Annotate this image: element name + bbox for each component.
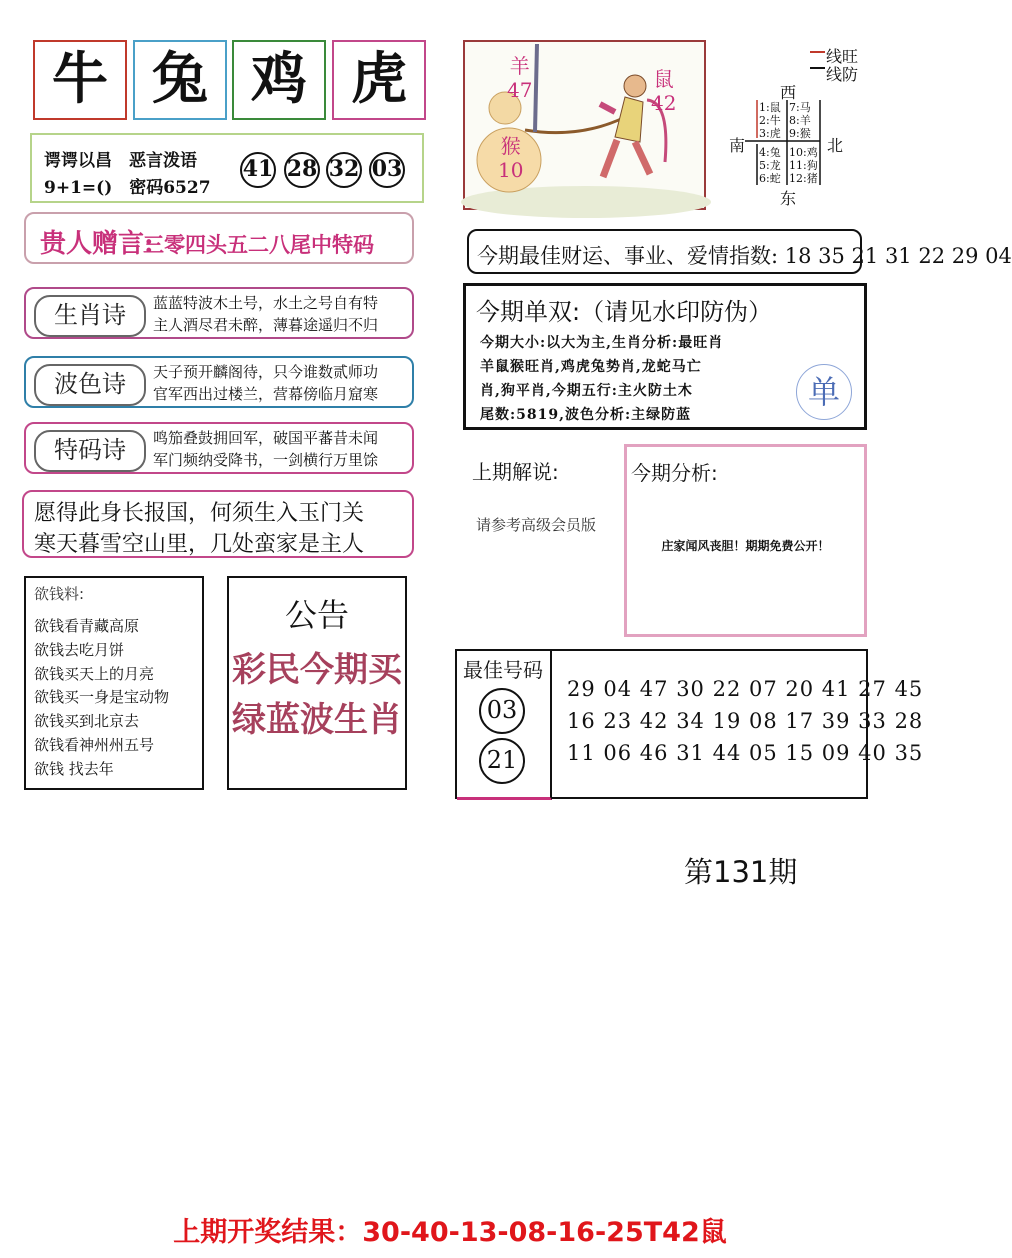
big-poem-line-2: 寒天暮雪空山里，几处蛮家是主人 <box>34 532 365 557</box>
danshuang-line-2: 羊鼠猴旺肖,鸡虎兔势肖,龙蛇马亡 <box>480 359 702 375</box>
yuqian-item: 欲钱 找去年 <box>34 760 114 778</box>
compass-cell-2 <box>789 101 811 140</box>
compass-south: 南 <box>729 136 746 155</box>
shengxiao-poem-box <box>24 287 414 339</box>
shengxiao-poem-line-2: 主人酒尽君未醉，薄暮途遥归不归 <box>153 316 379 334</box>
last-result: 上期开奖结果：30-40-13-08-16-25T42鼠 <box>173 1217 727 1248</box>
last-explain-text: 请参考高级会员版 <box>476 516 597 534</box>
compass-north: 北 <box>827 136 844 155</box>
best-number-2: 21 <box>479 738 525 784</box>
yuqian-item: 欲钱看青藏高原 <box>34 617 140 635</box>
riddle-box <box>30 133 424 203</box>
yuqian-item: 欲钱买到北京去 <box>34 712 140 730</box>
compass-cell-1 <box>759 101 781 140</box>
lucky-index-box <box>467 229 1012 274</box>
zodiac-box-2: 兔 <box>133 40 227 120</box>
label-number: 47 <box>507 78 533 102</box>
last-explain-title: 上期解说: <box>472 460 559 484</box>
compass-diagram <box>725 40 895 215</box>
zodiac-entry: 5:龙 <box>759 159 781 172</box>
shengxiao-poem-line-1: 蓝蓝特波木土号，水土之号自有特 <box>153 294 379 312</box>
best-numbers-row-1: 29 04 47 30 22 07 20 41 27 45 <box>567 677 924 701</box>
guiren-box <box>24 212 414 264</box>
zodiac-entry: 12:猪 <box>789 172 818 185</box>
analysis-box <box>624 444 867 637</box>
bose-poem-box <box>24 356 414 408</box>
best-number-1: 03 <box>479 688 525 734</box>
legend-wang: 线旺 <box>826 47 859 66</box>
riddle-line-2: 9+1=() 密码6527 <box>44 178 211 198</box>
notice-box <box>227 576 407 790</box>
danshuang-title: 今期单双:（请见水印防伪） <box>476 298 773 326</box>
label-name: 猴 <box>500 134 521 158</box>
yuqian-box <box>24 576 204 790</box>
riddle-line-1: 谔谔以昌 恶言泼语 <box>44 151 197 171</box>
danshuang-line-1: 今期大小:以大为主,生肖分析:最旺肖 <box>480 335 724 351</box>
best-numbers-title: 最佳号码 <box>463 658 543 682</box>
danshuang-line-3: 肖,狗平肖,今期五行:主火防土木 <box>480 383 693 399</box>
compass-cell-3 <box>759 146 781 185</box>
yuqian-item: 欲钱买天上的月亮 <box>34 665 155 683</box>
notice-line-2: 绿蓝波生肖 <box>232 700 402 740</box>
zodiac-entry: 9:猴 <box>789 127 811 140</box>
zodiac-entry: 3:虎 <box>759 127 781 140</box>
riddle-number-3: 32 <box>326 152 362 188</box>
analysis-text: 庄家闻风丧胆！期期免费公开！ <box>661 539 830 553</box>
best-numbers-left <box>457 651 552 800</box>
zodiac-entry: 10:鸡 <box>789 146 818 159</box>
guiren-text: 三零四头五二八尾中特码 <box>143 232 374 257</box>
zodiac-box-1: 牛 <box>33 40 127 120</box>
yuqian-item: 欲钱买一身是宝动物 <box>34 688 170 706</box>
zodiac-entry: 7:马 <box>789 101 811 114</box>
watermark-seal: 单 <box>796 364 852 420</box>
issue-number: 第131期 <box>684 855 798 889</box>
tug-of-war-illustration <box>463 40 706 210</box>
illustration-label-sheep <box>507 54 532 102</box>
best-numbers-box <box>455 649 924 799</box>
shengxiao-poem-label: 生肖诗 <box>34 295 146 337</box>
label-number: 42 <box>651 91 677 115</box>
yuqian-item: 欲钱去吃月饼 <box>34 641 125 659</box>
danshuang-line-4: 尾数:5819,波色分析:主绿防蓝 <box>480 407 692 423</box>
zodiac-entry: 11:狗 <box>789 159 818 172</box>
illustration-label-rat <box>651 67 676 115</box>
riddle-number-1: 41 <box>240 152 276 188</box>
zodiac-entry: 1:鼠 <box>759 101 781 114</box>
yuqian-item: 欲钱看神州州五号 <box>34 736 155 754</box>
big-poem-line-1: 愿得此身长报国，何须生入玉门关 <box>34 501 365 526</box>
label-name: 羊 <box>509 54 530 78</box>
zodiac-entry: 4:兔 <box>759 146 781 159</box>
best-numbers-row-2: 16 23 42 34 19 08 17 39 33 28 <box>567 709 924 733</box>
tema-poem-label: 特码诗 <box>34 430 146 472</box>
lucky-index-text: 今期最佳财运、事业、爱情指数: 18 35 21 31 22 29 04 <box>477 244 1012 268</box>
zodiac-entry: 2:牛 <box>759 114 781 127</box>
legend-fang: 线防 <box>826 65 859 84</box>
tema-poem-box <box>24 422 414 474</box>
yuqian-title: 欲钱料: <box>34 585 85 603</box>
zodiac-entry: 6:蛇 <box>759 172 781 185</box>
compass-east: 东 <box>780 189 797 208</box>
riddle-number-2: 28 <box>284 152 320 188</box>
danshuang-box <box>463 283 867 430</box>
bose-poem-line-1: 天子预开麟阁待，只今谁数贰师功 <box>153 363 379 381</box>
analysis-title: 今期分析: <box>631 461 718 485</box>
label-name: 鼠 <box>653 67 674 91</box>
compass-west: 西 <box>780 83 797 102</box>
bose-poem-label: 波色诗 <box>34 364 146 406</box>
notice-title: 公告 <box>284 596 349 634</box>
best-numbers-row-3: 11 06 46 31 44 05 15 09 40 35 <box>567 741 924 765</box>
bose-poem-line-2: 官军西出过楼兰，营幕傍临月窟寒 <box>153 385 379 403</box>
tema-poem-line-2: 军门频纳受降书，一剑横行万里馀 <box>153 451 379 469</box>
zodiac-entry: 8:羊 <box>789 114 811 127</box>
guiren-title: 贵人赠言: <box>40 229 154 259</box>
zodiac-box-3: 鸡 <box>232 40 326 120</box>
compass-cell-4 <box>789 146 818 185</box>
label-number: 10 <box>498 158 524 182</box>
notice-line-1: 彩民今期买 <box>232 650 402 690</box>
tema-poem-line-1: 鸣笳叠鼓拥回军，破国平蕃昔未闻 <box>153 429 379 447</box>
illustration-label-monkey <box>498 134 523 182</box>
zodiac-box-4: 虎 <box>332 40 426 120</box>
riddle-number-4: 03 <box>369 152 405 188</box>
big-poem-box <box>22 490 414 558</box>
